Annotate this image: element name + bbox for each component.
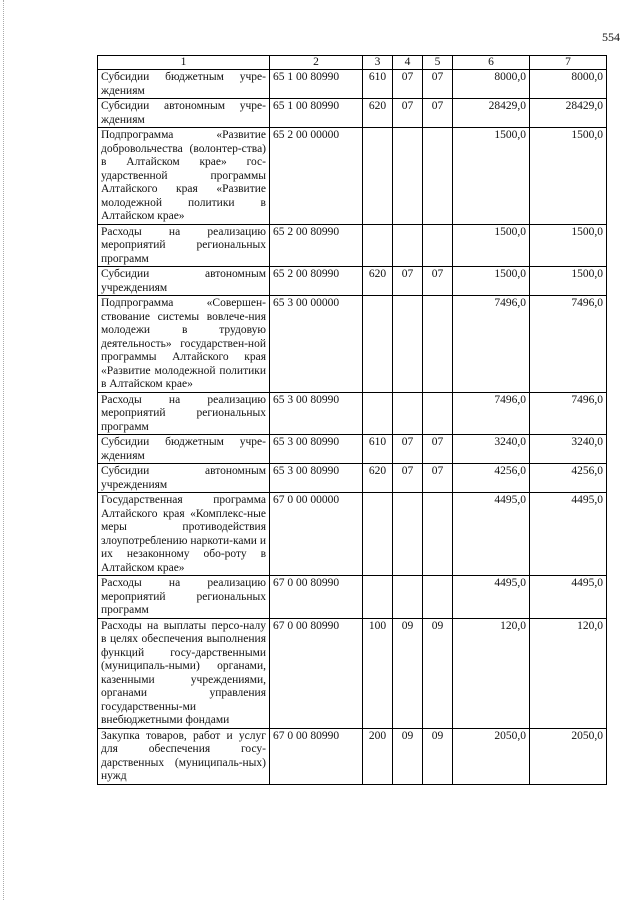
expense-type-cell: 620 [363, 99, 393, 128]
target-code-cell: 65 1 00 80990 [270, 99, 363, 128]
section-cell [393, 392, 423, 435]
section-cell: 09 [393, 728, 423, 784]
header-row [98, 56, 607, 70]
budget-table [97, 55, 607, 785]
expense-type-cell [363, 392, 393, 435]
amount-col6-cell: 7496,0 [453, 296, 530, 393]
amount-col7-cell: 28429,0 [530, 99, 607, 128]
section-cell [393, 224, 423, 267]
section-cell: 07 [393, 267, 423, 296]
subsection-cell: 09 [423, 618, 453, 728]
header-col-1: 1 [98, 56, 270, 70]
table-body [98, 70, 607, 785]
amount-col7-cell: 4495,0 [530, 576, 607, 619]
header-col-4: 4 [393, 56, 423, 70]
expense-type-cell: 610 [363, 70, 393, 99]
amount-col7-cell: 1500,0 [530, 267, 607, 296]
table-row [98, 70, 607, 99]
header-col-3: 3 [363, 56, 393, 70]
section-cell [393, 493, 423, 576]
section-cell [393, 296, 423, 393]
item-name-cell: Подпрограмма «Развитие добровольчества (волонтер-ства) в Алтайском крае» гос-ударственной программы Алтайского края «Развитие молодежной политики в Алтайском крае» [98, 128, 270, 225]
section-cell: 07 [393, 70, 423, 99]
expense-type-cell [363, 576, 393, 619]
header-col-2: 2 [270, 56, 363, 70]
table-row [98, 493, 607, 576]
item-name-cell: Субсидии автономным учреждениям [98, 267, 270, 296]
item-name-cell: Государственная программа Алтайского края «Комплекс-ные меры противодействия злоупотреблению наркоти-ками и их незаконному обо-роту в Алтайском крае» [98, 493, 270, 576]
expense-type-cell: 200 [363, 728, 393, 784]
table-row [98, 392, 607, 435]
expense-type-cell [363, 296, 393, 393]
amount-col6-cell: 8000,0 [453, 70, 530, 99]
table-row [98, 296, 607, 393]
subsection-cell: 07 [423, 435, 453, 464]
amount-col6-cell: 2050,0 [453, 728, 530, 784]
target-code-cell: 65 2 00 00000 [270, 128, 363, 225]
subsection-cell [423, 493, 453, 576]
amount-col7-cell: 3240,0 [530, 435, 607, 464]
amount-col6-cell: 1500,0 [453, 267, 530, 296]
amount-col7-cell: 1500,0 [530, 224, 607, 267]
amount-col6-cell: 120,0 [453, 618, 530, 728]
target-code-cell: 65 3 00 80990 [270, 435, 363, 464]
expense-type-cell: 620 [363, 267, 393, 296]
expense-type-cell: 100 [363, 618, 393, 728]
amount-col6-cell: 1500,0 [453, 224, 530, 267]
table-row [98, 224, 607, 267]
item-name-cell: Субсидии бюджетным учре-ждениям [98, 435, 270, 464]
section-cell [393, 576, 423, 619]
amount-col7-cell: 1500,0 [530, 128, 607, 225]
expense-type-cell [363, 224, 393, 267]
scan-edge [3, 0, 4, 900]
table-row [98, 464, 607, 493]
item-name-cell: Субсидии автономным учре-ждениям [98, 99, 270, 128]
section-cell: 07 [393, 99, 423, 128]
table-row [98, 435, 607, 464]
table-row [98, 267, 607, 296]
subsection-cell: 07 [423, 267, 453, 296]
subsection-cell [423, 224, 453, 267]
amount-col6-cell: 28429,0 [453, 99, 530, 128]
subsection-cell [423, 296, 453, 393]
target-code-cell: 65 3 00 80990 [270, 464, 363, 493]
section-cell [393, 128, 423, 225]
target-code-cell: 65 3 00 00000 [270, 296, 363, 393]
subsection-cell [423, 128, 453, 225]
section-cell: 07 [393, 464, 423, 493]
item-name-cell: Закупка товаров, работ и услуг для обеспечения госу-дарственных (муниципаль-ных) нужд [98, 728, 270, 784]
expense-type-cell [363, 493, 393, 576]
table-row [98, 728, 607, 784]
amount-col7-cell: 4256,0 [530, 464, 607, 493]
subsection-cell: 07 [423, 70, 453, 99]
table-row [98, 128, 607, 225]
target-code-cell: 67 0 00 80990 [270, 618, 363, 728]
amount-col7-cell: 2050,0 [530, 728, 607, 784]
item-name-cell: Подпрограмма «Совершен-ствование системы вовлече-ния молодежи в трудовую деятельность» государствен-ной программы Алтайского края «Развитие молодежной политики в Алтайском крае» [98, 296, 270, 393]
table-row [98, 618, 607, 728]
section-cell: 09 [393, 618, 423, 728]
item-name-cell: Расходы на выплаты персо-налу в целях обеспечения выполнения функций госу-дарственными (муниципаль-ными) органами, казенными учреждениями, органами управления государственны-ми внебюджетными фондами [98, 618, 270, 728]
table-row [98, 576, 607, 619]
item-name-cell: Расходы на реализацию мероприятий региональных программ [98, 224, 270, 267]
amount-col6-cell: 1500,0 [453, 128, 530, 225]
subsection-cell: 09 [423, 728, 453, 784]
target-code-cell: 65 3 00 80990 [270, 392, 363, 435]
subsection-cell [423, 392, 453, 435]
expense-type-cell: 610 [363, 435, 393, 464]
header-col-6: 6 [453, 56, 530, 70]
amount-col6-cell: 4495,0 [453, 576, 530, 619]
amount-col7-cell: 4495,0 [530, 493, 607, 576]
amount-col7-cell: 8000,0 [530, 70, 607, 99]
amount-col6-cell: 7496,0 [453, 392, 530, 435]
target-code-cell: 65 2 00 80990 [270, 224, 363, 267]
item-name-cell: Субсидии бюджетным учре-ждениям [98, 70, 270, 99]
table-row [98, 99, 607, 128]
amount-col7-cell: 7496,0 [530, 392, 607, 435]
subsection-cell [423, 576, 453, 619]
amount-col6-cell: 4256,0 [453, 464, 530, 493]
amount-col6-cell: 4495,0 [453, 493, 530, 576]
target-code-cell: 67 0 00 00000 [270, 493, 363, 576]
amount-col7-cell: 7496,0 [530, 296, 607, 393]
expense-type-cell: 620 [363, 464, 393, 493]
header-col-7: 7 [530, 56, 607, 70]
expense-type-cell [363, 128, 393, 225]
item-name-cell: Субсидии автономным учреждениям [98, 464, 270, 493]
target-code-cell: 67 0 00 80990 [270, 576, 363, 619]
target-code-cell: 67 0 00 80990 [270, 728, 363, 784]
header-col-5: 5 [423, 56, 453, 70]
subsection-cell: 07 [423, 99, 453, 128]
amount-col6-cell: 3240,0 [453, 435, 530, 464]
subsection-cell: 07 [423, 464, 453, 493]
amount-col7-cell: 120,0 [530, 618, 607, 728]
item-name-cell: Расходы на реализацию мероприятий региональных программ [98, 576, 270, 619]
page-number: 554 [602, 30, 620, 44]
section-cell: 07 [393, 435, 423, 464]
item-name-cell: Расходы на реализацию мероприятий региональных программ [98, 392, 270, 435]
target-code-cell: 65 1 00 80990 [270, 70, 363, 99]
target-code-cell: 65 2 00 80990 [270, 267, 363, 296]
